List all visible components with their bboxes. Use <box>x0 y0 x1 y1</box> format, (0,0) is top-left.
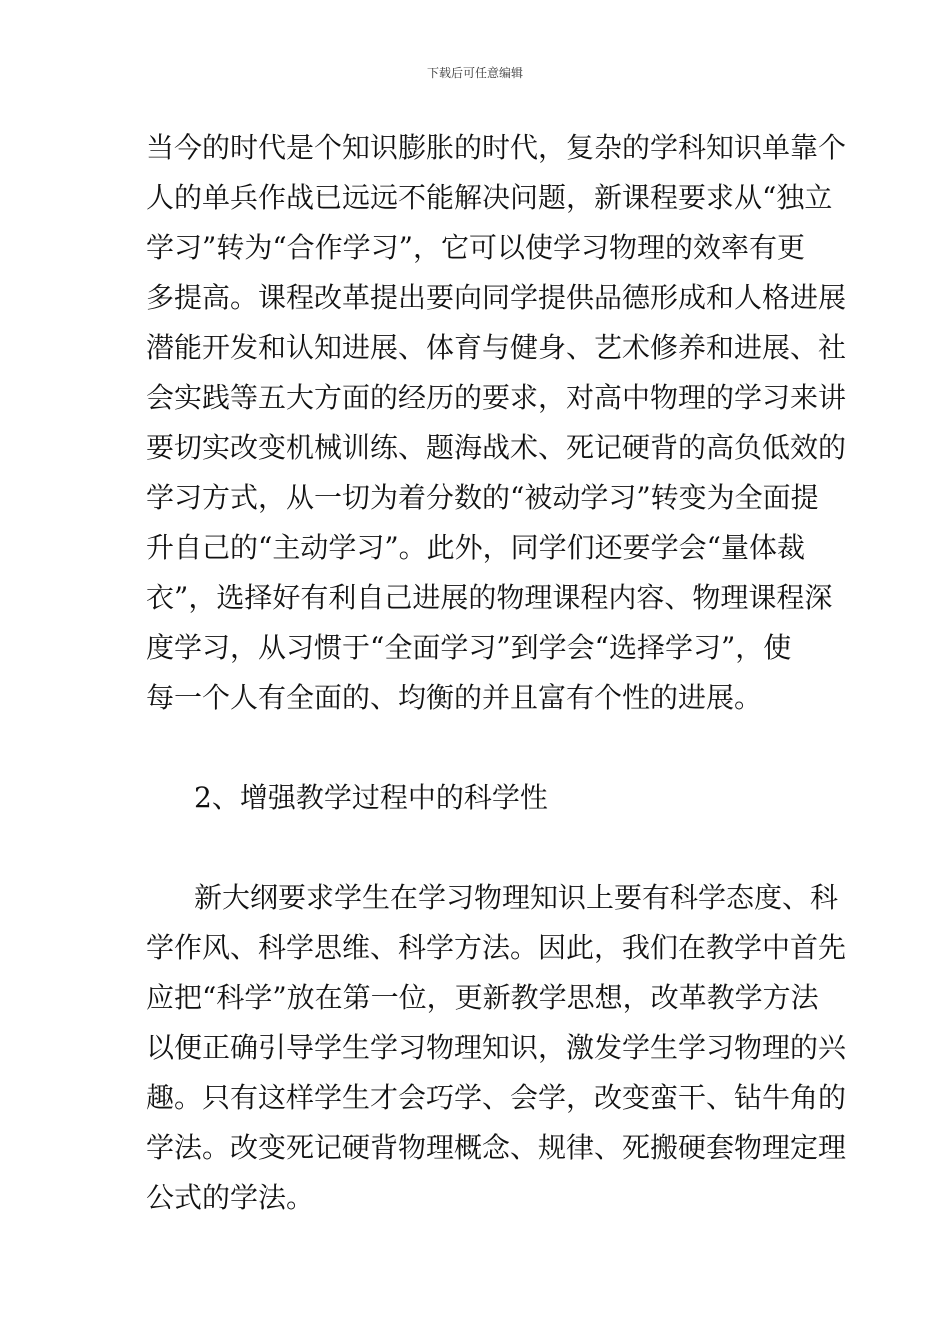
paragraph-line: 升自己的“主动学习”。此外，同学们还要学会“量体裁 <box>146 531 805 564</box>
paragraph-line: 应把“科学”放在第一位，更新教学思想，改革教学方法 <box>146 981 819 1014</box>
paragraph-line: 度学习，从习惯于“全面学习”到学会“选择学习”，使 <box>146 631 792 664</box>
paragraph-line: 当今的时代是个知识膨胀的时代，复杂的学科知识单靠个 <box>146 131 847 164</box>
paragraph-line: 衣”，选择好有利自己进展的物理课程内容、物理课程深 <box>146 581 833 614</box>
paragraph-line: 会实践等五大方面的经历的要求，对高中物理的学习来讲 <box>146 381 847 414</box>
paragraph-line: 以便正确引导学生学习物理知识，激发学生学习物理的兴 <box>146 1031 847 1064</box>
paragraph-line: 公式的学法。 <box>146 1181 315 1214</box>
page-header: 下载后可任意编辑 <box>426 66 523 80</box>
paragraph-line: 多提高。课程改革提出要向同学提供品德形成和人格进展 <box>146 281 847 314</box>
paragraph-line: 学习”转为“合作学习”，它可以使学习物理的效率有更 <box>146 231 805 264</box>
paragraph-line: 学法。改变死记硬背物理概念、规律、死搬硬套物理定理 <box>146 1131 847 1164</box>
paragraph-line: 人的单兵作战已远远不能解决问题，新课程要求从“独立 <box>146 181 833 214</box>
section-heading: 2、增强教学过程中的科学性 <box>194 781 548 814</box>
paragraph-line: 学习方式，从一切为着分数的“被动学习”转变为全面提 <box>146 481 819 514</box>
paragraph-line: 要切实改变机械训练、题海战术、死记硬背的高负低效的 <box>146 431 847 464</box>
paragraph-line: 新大纲要求学生在学习物理知识上要有科学态度、科 <box>194 881 839 914</box>
paragraph-line: 学作风、科学思维、科学方法。因此，我们在教学中首先 <box>146 931 847 964</box>
paragraph-line: 趣。只有这样学生才会巧学、会学，改变蛮干、钻牛角的 <box>146 1081 847 1114</box>
paragraph-line: 潜能开发和认知进展、体育与健身、艺术修养和进展、社 <box>146 331 847 364</box>
paragraph-line: 每一个人有全面的、均衡的并且富有个性的进展。 <box>146 681 763 714</box>
